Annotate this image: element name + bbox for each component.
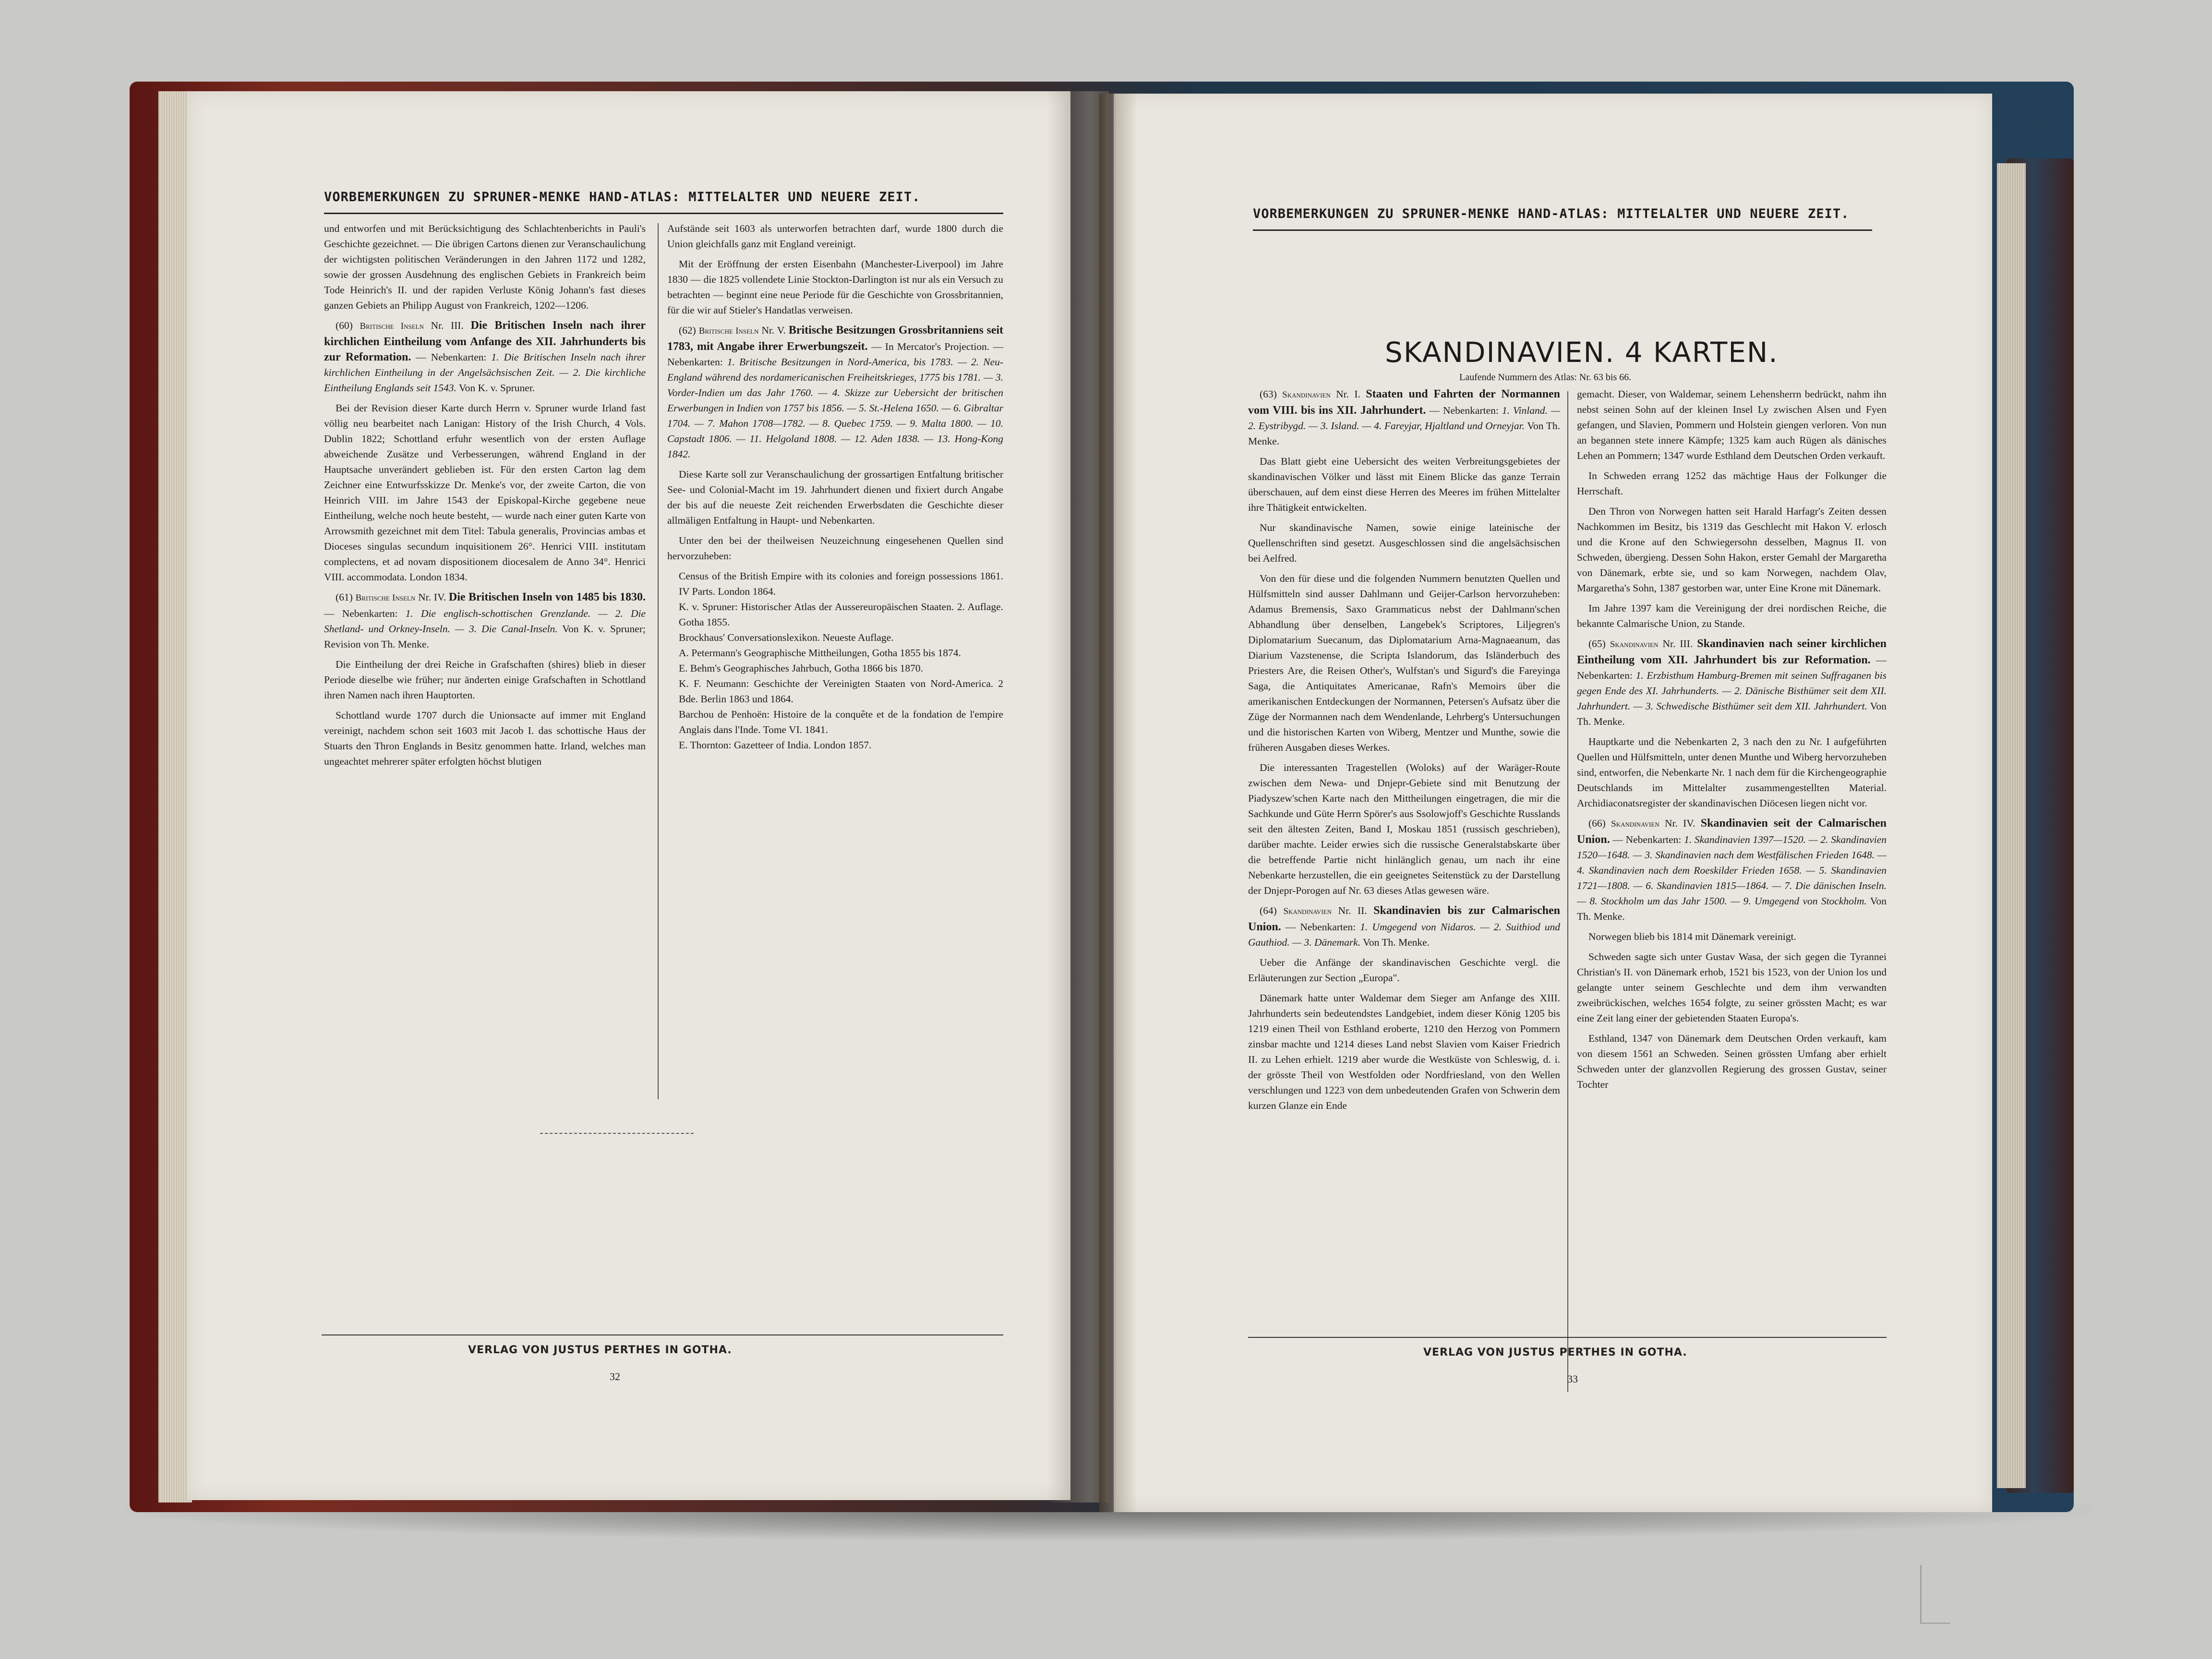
entry-title: Britische Besitzungen Grossbritanniens seit 1783, mit Angabe ihrer Erwerbungszeit. <box>667 324 1004 353</box>
entry-insets: 1. Skandinavien 1397—1520. — 2. Skandinavien 1520—1648. — 3. Skandinavien nach dem Westfälischen Frieden 1648. — 4. Skandinavien nach dem Roeskilder Frieden 1658. — 5. Skandinavien 1721—1808. — 6. Skandinavien 1815—1864. — 7. Die dänischen Inseln. — 8. Stockholm um das Jahr 1500. — 9. Umgegend von Stockholm. <box>1577 834 1887 907</box>
source-list <box>667 568 1003 753</box>
entry-note: — In Mercator's Projection. — Nebenkarten: <box>667 341 1004 368</box>
list-item: Census of the British Empire with its colonies and foreign possessions 1861. IV Parts. London 1864. <box>679 570 1003 597</box>
catalog-entry-63 <box>1248 386 1560 449</box>
gutter-shadow-right <box>1099 94 1138 1512</box>
entry-series: Skandinavien <box>1611 819 1659 829</box>
entry-insets: 1. Erzbisthum Hamburg-Bremen mit seinen Suffraganen bis gegen Ende des XI. Jahrhunderts. — 2. Dänische Bisthümer seit dem XII. Jahrhundert. — 3. Schwedische Bisthümer seit dem XII. Jahrhundert. <box>1577 670 1887 712</box>
entry-number: (66) <box>1588 817 1606 829</box>
list-item: Brockhaus' Conversationslexikon. Neueste Auflage. <box>679 632 894 643</box>
left-column-1 <box>324 221 646 774</box>
publisher-footer-right: VERLAG VON JUSTUS PERTHES IN GOTHA. <box>1423 1346 1687 1358</box>
entry-note: — Nebenkarten: <box>1577 654 1887 681</box>
entry-note: — Nebenkarten: <box>324 608 398 619</box>
entry-note: — Nebenkarten: <box>1285 921 1356 933</box>
paragraph: Die interessanten Tragestellen (Woloks) auf der Waräger-Route zwischen dem Newa- und Dnjepr-Gebiete sind mit Benutzung der Piadyszew'schen Karte nach den Mittheilungen eingetragen, die mir die Sachkunde und Güte Herrn Spörer's aus Ssolowjoff's Geschichte Russlands seit den ältesten Zeiten, Band I, Moskau 1851 (russisch geschrieben), darüber machte. Leider erwies sich die russische Generalstabskarte über die betreffende Partie nicht hinlänglich genau, um nach ihr eine Nebenkarte herzustellen, die ein geeignetes Seitenstück zu der Darstellung der Dnjepr-Porogen auf Nr. 63 dieses Atlas gewesen wäre. <box>1248 762 1560 896</box>
page-edges-right <box>1997 163 2026 1488</box>
entry-series: Britische Inseln <box>698 326 759 336</box>
entry-note: — Nebenkarten: <box>1612 834 1682 845</box>
entry-number: (64) <box>1260 905 1277 916</box>
paragraph: Den Thron von Norwegen hatten seit Harald Harfagr's Zeiten dessen Nachkommen im Besitz, bis 1319 das Geschlecht mit Hakon V. erlosch und die Krone auf den Schwiegersohn desselben, Magnus II. von Schweden, übergieng. Dessen Sohn Hakon, erster Gemahl der Margaretha von Dänemark, erbte sie, und so kam Norwegen, nachdem Olav, Margaretha's Sohn, 1387 gestorben war, unter Eine Krone mit Dänemark. <box>1577 505 1887 594</box>
paragraph: Norwegen blieb bis 1814 mit Dänemark vereinigt. <box>1588 931 1796 942</box>
entry-sheet: Nr. II. <box>1338 905 1367 916</box>
paragraph: Schweden sagte sich unter Gustav Wasa, der sich gegen die Tyrannei Christian's II. von Dänemark erhob, 1521 bis 1523, von der Union los und gelangte unter seinem Geschlechte und dem ihm verwandten zweibrückischen, welches 1654 folgte, zu seiner grössten Macht; es war eine Zeit lang einer der gebietenden Staaten Europa's. <box>1577 951 1887 1024</box>
entry-title: Skandinavien seit der Calmarischen Union. <box>1577 817 1887 846</box>
left-column-2 <box>667 221 1003 753</box>
entry-author: Von Th. Menke. <box>1248 420 1561 447</box>
entry-sheet: Nr. V. <box>761 325 786 336</box>
left-page <box>187 91 1070 1500</box>
paragraph: Ueber die Anfänge der skandinavischen Geschichte vergl. die Erläuterungen zur Section „Europa". <box>1248 957 1560 984</box>
catalog-entry-60 <box>324 318 646 396</box>
list-item: Barchou de Penhoën: Histoire de la conquête et de la fondation de l'empire Anglais dans l'Inde. Tome VI. 1841. <box>679 709 1003 735</box>
page-number-right: 33 <box>1567 1373 1578 1385</box>
right-column-1 <box>1248 386 1560 1118</box>
entry-sheet: Nr. III. <box>1662 638 1693 649</box>
entry-title: Skandinavien nach seiner kirchlichen Eintheilung vom XII. Jahrhundert bis zur Reformation. <box>1577 637 1887 666</box>
entry-series: Skandinavien <box>1610 639 1659 649</box>
entry-title: Staaten und Fahrten der Normannen vom VIII. bis ins XII. Jahrhundert. <box>1248 388 1560 417</box>
catalog-entry-66 <box>1577 816 1887 924</box>
end-rule <box>540 1133 694 1134</box>
running-head-rule-right <box>1253 229 1872 231</box>
footer-rule-right <box>1248 1337 1887 1338</box>
entry-number: (63) <box>1260 388 1277 400</box>
entry-sheet: Nr. I. <box>1336 388 1360 400</box>
paragraph: Hauptkarte und die Nebenkarten 2, 3 nach den zu Nr. I aufgeführten Quellen und Hülfsmitteln, unter denen Munthe und Wiberg hervorzuheben sind, entworfen, die Nebenkarte Nr. 1 nach dem für die Kirchengeographie Deutschlands im Mittelalter zusammengestellten Material. Archidiaconatsregister der skandinavischen Diöcesen liegen nicht vor. <box>1577 736 1887 809</box>
catalog-entry-61 <box>324 589 646 652</box>
catalog-entry-65 <box>1577 636 1887 729</box>
paragraph: Mit der Eröffnung der ersten Eisenbahn (Manchester-Liverpool) im Jahre 1830 — die 1825 vollendete Linie Stockton-Darlington ist nur als ein Versuch zu betrachten — beginnt eine neue Periode für die Geschichte von Grossbritannien, für die wir auf Stieler's Handatlas verweisen. <box>667 258 1003 316</box>
entry-series: Britische Inseln <box>360 321 424 331</box>
footer-rule-left <box>322 1334 1003 1335</box>
paragraph: Unter den bei der theilweisen Neuzeichnung eingesehenen Quellen sind hervorzuheben: <box>667 535 1003 562</box>
entry-author: Von K. v. Spruner; Revision von Th. Menke. <box>324 623 646 650</box>
paragraph: Aufstände seit 1603 als unterworfen betrachten darf, wurde 1800 durch die Union gleichfalls ganz mit England vereinigt. <box>667 223 1003 250</box>
section-subtitle: Laufende Nummern des Atlas: Nr. 63 bis 66. <box>1459 372 1632 383</box>
running-head-rule-left <box>324 213 1003 214</box>
entry-note: — Nebenkarten: <box>416 351 487 363</box>
entry-insets: 1. Vinland. — 2. Eystribygd. — 3. Island. — 4. Fareyjar, Hjaltland und Orneyjar. <box>1248 405 1561 432</box>
page-number-left: 32 <box>610 1370 620 1382</box>
entry-sheet: Nr. IV. <box>1665 817 1695 829</box>
right-column-2 <box>1577 386 1887 1097</box>
entry-insets: 1. Die Britischen Inseln nach ihrer kirchlichen Eintheilung in der Angelsächsischen Zeit. — 2. Die kirchliche Eintheilung Englands seit 1543. <box>324 351 646 394</box>
entry-title: Skandinavien bis zur Calmarischen Union. <box>1248 904 1561 933</box>
paragraph: Schottland wurde 1707 durch die Unionsacte auf immer mit England vereinigt, nachdem schon seit 1603 mit Jacob I. das schottische Haus der Stuarts den Thron Englands in Besitz genommen hatte. Irland, welches man ungeachtet mehrerer später erfolgten höchst blutigen <box>324 709 646 767</box>
paragraph: und entworfen und mit Berücksichtigung des Schlachtenberichts in Pauli's Geschichte gezeichnet. — Die übrigen Cartons dienen zur Veranschaulichung der wichtigsten politischen Veränderungen in den Jahren 1172 und 1282, sowie der grossen Ausdehnung des englischen Gebiets in Frankreich beim Tode Heinrich's II. und der rapiden Verluste König Johann's fast dieses ganzen Gebiets an Philipp August von Frankreich, 1202—1206. <box>324 223 646 311</box>
paragraph: Von den für diese und die folgenden Nummern benutzten Quellen und Hülfsmitteln sind ausser Dahlmann und Geijer-Carlson hervorzuheben: Adamus Bremensis, Saxo Grammaticus nebst der Dahlmann'schen Abhandlung über denselben, Langebek's Scriptores, Liljegren's Diplomatarium Suecanum, das Diplomatarium Arna-Magnaeanum, das Diarium Vazstenense, die Scripta Islandorum, das Isländerbuch des Priesters Are, die Reisen Other's, Wulfstan's und Sigurd's die Fareyinga Saga, die Antiquitates Americanae, Rafn's Memoirs über die amerikanischen Entdeckungen der Normannen, Petersen's Aufsatz über die Züge der Normannen nach dem Wendenlande, Lehrberg's Untersuchungen und die historischen Karten von Wiberg, Mentzer und Munthe, sowie die früheren Ausgaben dieses Werkes. <box>1248 573 1560 753</box>
entry-sheet: Nr. IV. <box>418 591 446 603</box>
entry-title: Die Britischen Inseln nach ihrer kirchlichen Eintheilung vom Anfange des XII. Jahrhunderts bis zur Reformation. <box>324 319 646 363</box>
entry-series: Skandinavien <box>1282 390 1331 400</box>
pencil-mark <box>1920 1565 1950 1624</box>
paragraph: gemacht. Dieser, von Waldemar, seinem Lehensherrn bedrückt, nahm ihn nebst seinen Sohn auf der kleinen Insel Ly zwischen Alsen und Fyen gefangen, und Slavien, Pommern und Holstein giengen verloren. Von nun an begannen stete innere Kämpfe; 1325 kam auch Rügen als dänisches Lehen an Pommern; 1347 wurde Esthland dem Deutschen Orden verkauft. <box>1577 388 1887 461</box>
entry-insets: 1. Umgegend von Nidaros. — 2. Suithiod und Gauthiod. — 3. Dänemark. <box>1248 921 1561 948</box>
entry-number: (62) <box>679 325 696 336</box>
catalog-entry-62 <box>667 323 1003 462</box>
catalog-entry-64 <box>1248 903 1560 950</box>
paragraph: In Schweden errang 1252 das mächtige Haus der Folkunger die Herrschaft. <box>1577 470 1887 497</box>
paragraph: Dänemark hatte unter Waldemar dem Sieger am Anfange des XIII. Jahrhunderts sein bedeutendstes Landgebiet, indem dieser König 1205 bis 1219 einen Theil von Esthland eroberte, 1210 den Herzog von Pommern zinsbar machte und 1214 dieses Land nebst Slavien vom Kaiser Friedrich II. zu Lehen erhielt. 1219 aber wurde die Westküste von Schleswig, d. i. der grösste Theil von Westfolden oder Nordfriesland, von den Wellen verschlungen und 1223 von dem unbedeutenden Grafen von Schwerin dem kurzen Glanze ein Ende <box>1248 992 1560 1111</box>
entry-author: Von Th. Menke. <box>1577 895 1887 922</box>
column-divider-left <box>658 223 659 1099</box>
running-head-right: VORBEMERKUNGEN ZU SPRUNER-MENKE HAND-ATLAS: MITTELALTER UND NEUERE ZEIT. <box>1253 206 1850 221</box>
paragraph: Im Jahre 1397 kam die Vereinigung der drei nordischen Reiche, die bekannte Calmarische Union, zu Stande. <box>1577 602 1887 629</box>
entry-insets: 1. Die englisch-schottischen Grenzlande. — 2. Die Shetland- und Orkney-Inseln. — 3. Die Canal-Inseln. <box>324 608 646 635</box>
entry-number: (61) <box>336 591 353 603</box>
list-item: E. Behm's Geographisches Jahrbuch, Gotha 1866 bis 1870. <box>679 662 924 674</box>
paragraph: Bei der Revision dieser Karte durch Herrn v. Spruner wurde Irland fast völlig neu bearbeitet nach Lanigan: History of the Irish Church, 4 Vols. Dublin 1822; Schottland erfuhr wesentlich von der ersten Auflage abweichende Zusätze und Verbesserungen, während England in der Hauptsache unverändert geblieben ist. Für den ersten Carton lag dem Zeichner eine Entwurfsskizze Dr. Menke's vor, der zweite Carton, die von Heinrich VIII. im Jahre 1543 der Episkopal-Kirche gegebene neue Eintheilung, welche noch heute besteht, — wurde nach einer guten Karte von Arrowsmith gezeichnet mit dem Titel: Tabula generalis, Provincias ambas et Dioceses singulas secundum inquisitionem 26°. Henrici VIII. institutam complectens, et ad novam dispositionem diocesalem de Anno 34°. Henrici VIII. accommodata. London 1834. <box>324 402 646 583</box>
running-head-left: VORBEMERKUNGEN ZU SPRUNER-MENKE HAND-ATLAS: MITTELALTER UND NEUERE ZEIT. <box>324 190 921 204</box>
entry-number: (65) <box>1588 638 1606 649</box>
entry-insets: 1. Britische Besitzungen in Nord-America, bis 1783. — 2. Neu-England während des nordamericanischen Freiheitskrieges, 1775 bis 1781. — 3. Vorder-Indien um das Jahr 1760. — 4. Skizze zur Uebersicht der britischen Erwerbungen in Indien von 1757 bis 1856. — 5. St.-Helena 1650. — 6. Gibraltar 1704. — 7. Mahon 1708—1782. — 8. Quebec 1759. — 9. Malta 1800. — 10. Capstadt 1806. — 11. Helgoland 1808. — 12. Aden 1838. — 13. Hong-Kong 1842. <box>667 356 1004 460</box>
paragraph: Nur skandinavische Namen, sowie einige lateinische der Quellenschriften sind gesetzt. Ausgeschlossen sind die angelsächsischen bei Aelfred. <box>1248 522 1560 564</box>
list-item: E. Thornton: Gazetteer of India. London 1857. <box>679 739 872 751</box>
entry-note: — Nebenkarten: <box>1429 405 1499 416</box>
list-item: K. F. Neumann: Geschichte der Vereinigten Staaten von Nord-America. 2 Bde. Berlin 1863 und 1864. <box>679 678 1003 705</box>
entry-title: Die Britischen Inseln von 1485 bis 1830. <box>448 591 646 603</box>
paragraph: Diese Karte soll zur Veranschaulichung der grossartigen Entfaltung britischer See- und Colonial-Macht im 19. Jahrhundert dienen und fixiert durch Angabe der bis auf die neueste Zeit reichenden Erwerbsdaten die Geschichte dieser allmäligen Entfaltung in Haupt- und Nebenkarten. <box>667 469 1003 526</box>
entry-series: Skandinavien <box>1283 906 1332 916</box>
entry-series: Britische Inseln <box>355 593 416 603</box>
paragraph: Das Blatt giebt eine Uebersicht des weiten Verbreitungsgebietes der skandinavischen Völker und lässt mit Einem Blicke das ganze Terrain überschauen, auf dem einst diese Herren des Meeres im frühen Mittelalter ihre Thätigkeit entwickelten. <box>1248 456 1560 513</box>
list-item: A. Petermann's Geographische Mittheilungen, Gotha 1855 bis 1874. <box>679 647 961 659</box>
entry-author: Von Th. Menke. <box>1363 937 1430 948</box>
entry-number: (60) <box>336 320 353 331</box>
entry-author: Von Th. Menke. <box>1577 700 1887 727</box>
right-page <box>1114 94 1992 1512</box>
entry-author: Von K. v. Spruner. <box>458 382 535 394</box>
column-divider-right <box>1567 391 1568 1392</box>
section-title: SKANDINAVIEN. 4 KARTEN. <box>1385 336 1779 369</box>
list-item: K. v. Spruner: Historischer Atlas der Aussereuropäischen Staaten. 2. Auflage. Gotha 1855. <box>679 601 1003 628</box>
entry-sheet: Nr. III. <box>431 320 464 331</box>
paragraph: Esthland, 1347 von Dänemark dem Deutschen Orden verkauft, kam von diesem 1561 an Schweden. Seinen grössten Umfang aber erhielt Schweden unter der glanzvollen Regierung des grossen Gustav, seiner Tochter <box>1577 1033 1887 1090</box>
publisher-footer-left: VERLAG VON JUSTUS PERTHES IN GOTHA. <box>468 1344 732 1356</box>
paragraph: Die Eintheilung der drei Reiche in Grafschaften (shires) blieb in dieser Periode dieselbe wie früher; nur änderten einige Grafschaften in Schottland ihren Namen nach ihren Hauptorten. <box>324 659 646 701</box>
